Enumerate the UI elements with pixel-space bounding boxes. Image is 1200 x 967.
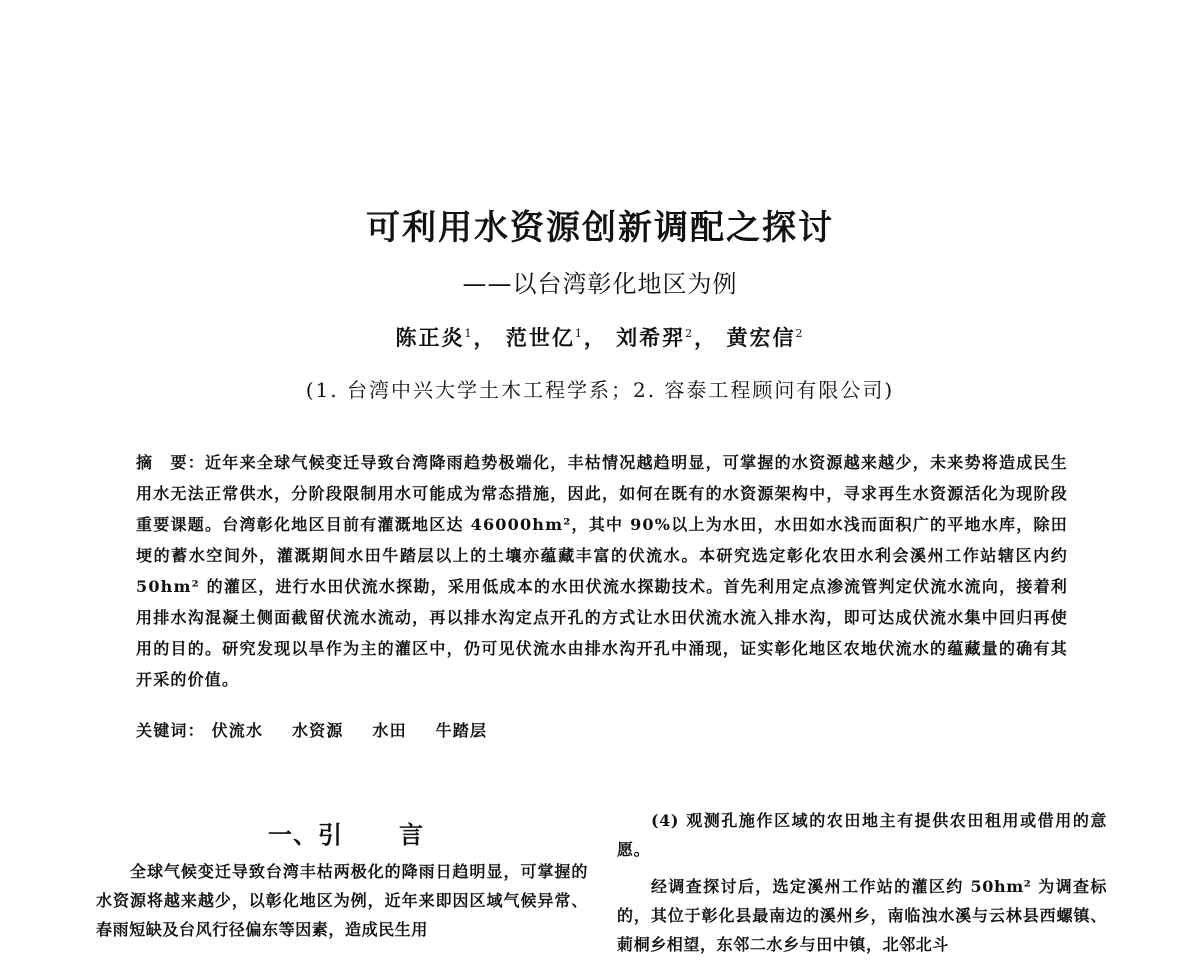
abstract-label: 摘 要： (136, 453, 206, 472)
abstract (136, 447, 1068, 695)
author-name: 黄宏信 (726, 325, 796, 350)
author-affil-mark: 2 (685, 327, 695, 340)
keywords-label: 关键词： (136, 721, 205, 740)
right-column (617, 806, 1107, 967)
author-separator: ， (583, 325, 607, 350)
author-name: 陈正炎 (395, 325, 465, 350)
section-heading-part: 言 (399, 821, 424, 849)
author-affil-mark: 1 (464, 327, 474, 340)
section-heading-part: 一、引 (268, 821, 343, 849)
paper-subtitle: ——以台湾彰化地区为例 (462, 270, 738, 298)
paper-title: 可利用水资源创新调配之探讨 (366, 208, 834, 248)
affiliations: (1. 台湾中兴大学土木工程学系；2. 容泰工程顾问有限公司) (305, 378, 895, 402)
keyword: 伏流水 (211, 721, 264, 740)
author-separator: ， (473, 325, 497, 350)
author-separator: ， (694, 325, 718, 350)
section-heading-introduction (268, 815, 424, 850)
author-affil-mark: 1 (574, 327, 584, 340)
keyword: 水资源 (291, 721, 344, 740)
keyword: 牛踏层 (435, 721, 488, 740)
keyword: 水田 (372, 721, 407, 740)
body-paragraph: (4) 观测孔施作区域的农田地主有提供农田租用或借用的意愿。 (617, 811, 1107, 859)
keywords (136, 718, 1068, 741)
author-name: 刘希羿 (616, 325, 686, 350)
left-column (96, 857, 588, 944)
author-list (0, 322, 1200, 352)
author-affil-mark: 2 (795, 327, 805, 340)
body-paragraph: 全球气候变迁导致台湾丰枯两极化的降雨日趋明显，可掌握的水资源将越来越少，以彰化地区为例，近年来即因区域气候异常、春雨短缺及台风行径偏东等因素，造成民生用 (96, 862, 588, 939)
author-name: 范世亿 (505, 325, 575, 350)
abstract-text: 近年来全球气候变迁导致台湾降雨趋势极端化，丰枯情况越趋明显，可掌握的水资源越来越少，未来势将造成民生用水无法正常供水，分阶段限制用水可能成为常态措施，因此，如何在既有的水资源架构中，寻求再生水资源活化为现阶段重要课题。台湾彰化地区目前有灌溉地区达 46000hm²，其中 90%以上为水田，水田如水浅而面积广的平地水库，除田埂的蓄水空间外，灌溉期间水田牛踏层以上的土壤亦蕴藏丰富的伏流水。本研究选定彰化农田水利会溪州工作站辖区内约 50hm² 的灌区，进行水田伏流水探勘，采用低成本的水田伏流水探勘技术。首先利用定点渗流管判定伏流水流向，接着利用排水沟混凝土侧面截留伏流水流动，再以排水沟定点开孔的方式让水田伏流水流入排水沟，即可达成伏流水集中回归再使用的目的。研究发现以旱作为主的灌区中，仍可见伏流水由排水沟开孔中涌现，证实彰化地区农地伏流水的蕴藏量的确有其开采的价值。 (136, 453, 1068, 689)
body-paragraph: 经调查探讨后，选定溪州工作站的灌区约 50hm² 为调查标的，其位于彰化县最南边的溪州乡，南临浊水溪与云林县西螺镇、莿桐乡相望，东邻二水乡与田中镇，北邻北斗 (617, 877, 1107, 954)
